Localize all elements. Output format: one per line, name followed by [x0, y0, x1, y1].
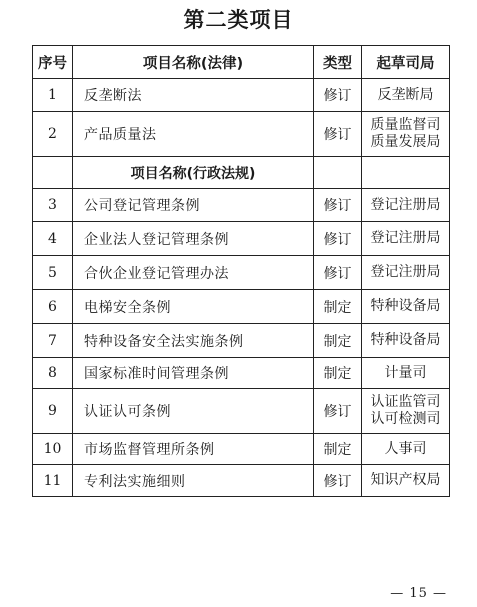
table-row: [33, 434, 450, 465]
serial-number-cell: 8: [33, 358, 73, 389]
department-name: 登记注册局: [370, 230, 441, 246]
section-empty-cell: [362, 157, 450, 189]
drafting-department-cell: [362, 189, 450, 222]
section-empty-cell: [314, 157, 362, 189]
table-row: [33, 189, 450, 222]
table-body: [33, 79, 450, 497]
table-row: [33, 112, 450, 157]
drafting-department-cell: [362, 465, 450, 497]
type-cell: 制定: [314, 324, 362, 358]
department-name: 认证监管司: [370, 394, 441, 410]
header-serial-number: 序号: [33, 46, 73, 79]
type-cell: 修订: [314, 79, 362, 112]
page-number: — 15 —: [390, 586, 447, 601]
drafting-department-cell: [362, 290, 450, 324]
table-row: [33, 389, 450, 434]
table-header-row: [33, 46, 450, 79]
project-name-cell: 合伙企业登记管理办法: [73, 256, 314, 290]
page-title: 第二类项目: [183, 8, 294, 32]
drafting-department-cell: [362, 79, 450, 112]
type-cell: 修订: [314, 112, 362, 157]
department-name: 反垄断局: [377, 86, 434, 103]
project-name-cell: 特种设备安全法实施条例: [73, 324, 314, 358]
type-cell: 修订: [314, 189, 362, 222]
project-name-cell: 公司登记管理条例: [73, 189, 314, 222]
department-name: 登记注册局: [370, 264, 441, 280]
project-name-cell: 企业法人登记管理条例: [73, 222, 314, 256]
table-row: [33, 222, 450, 256]
department-name: 登记注册局: [370, 196, 441, 213]
drafting-department-cell: [362, 256, 450, 290]
type-cell: 修订: [314, 465, 362, 497]
table-row: [33, 256, 450, 290]
type-cell: 制定: [314, 290, 362, 324]
department-name: 特种设备局: [370, 298, 441, 314]
serial-number-cell: 1: [33, 79, 73, 112]
header-drafting-department: 起草司局: [362, 46, 450, 79]
law-project-table: [32, 45, 450, 497]
type-cell: 修订: [314, 222, 362, 256]
table-row: [33, 79, 450, 112]
type-cell: 制定: [314, 434, 362, 465]
serial-number-cell: 10: [33, 434, 73, 465]
department-name: 计量司: [384, 364, 427, 381]
drafting-department-cell: [362, 222, 450, 256]
serial-number-cell: 5: [33, 256, 73, 290]
project-name-cell: 市场监督管理所条例: [73, 434, 314, 465]
drafting-department-cell: [362, 434, 450, 465]
department-name: 质量监督司: [370, 117, 441, 133]
drafting-department-cell: [362, 389, 450, 434]
drafting-department-cell: [362, 112, 450, 157]
header-project-name: 项目名称(法律): [73, 46, 314, 79]
section-title: 项目名称(行政法规): [73, 157, 314, 189]
type-cell: 修订: [314, 389, 362, 434]
type-cell: 制定: [314, 358, 362, 389]
department-name: 人事司: [384, 440, 427, 457]
serial-number-cell: 4: [33, 222, 73, 256]
section-empty-cell: [33, 157, 73, 189]
serial-number-cell: 3: [33, 189, 73, 222]
project-name-cell: 国家标准时间管理条例: [73, 358, 314, 389]
table-row: [33, 465, 450, 497]
department-name: 特种设备局: [370, 332, 441, 348]
department-name: 知识产权局: [370, 472, 441, 488]
table-row: [33, 324, 450, 358]
table-row: [33, 290, 450, 324]
project-name-cell: 产品质量法: [73, 112, 314, 157]
table-row: [33, 358, 450, 389]
serial-number-cell: 9: [33, 389, 73, 434]
serial-number-cell: 11: [33, 465, 73, 497]
drafting-department-cell: [362, 324, 450, 358]
project-name-cell: 反垄断法: [73, 79, 314, 112]
header-type: 类型: [314, 46, 362, 79]
project-name-cell: 专利法实施细则: [73, 465, 314, 497]
project-name-cell: 认证认可条例: [73, 389, 314, 434]
serial-number-cell: 2: [33, 112, 73, 157]
project-name-cell: 电梯安全条例: [73, 290, 314, 324]
department-name: 质量发展局: [370, 134, 441, 150]
drafting-department-cell: [362, 358, 450, 389]
department-name: 认可检测司: [370, 411, 441, 427]
serial-number-cell: 7: [33, 324, 73, 358]
serial-number-cell: 6: [33, 290, 73, 324]
type-cell: 修订: [314, 256, 362, 290]
section-header-row: [33, 157, 450, 189]
